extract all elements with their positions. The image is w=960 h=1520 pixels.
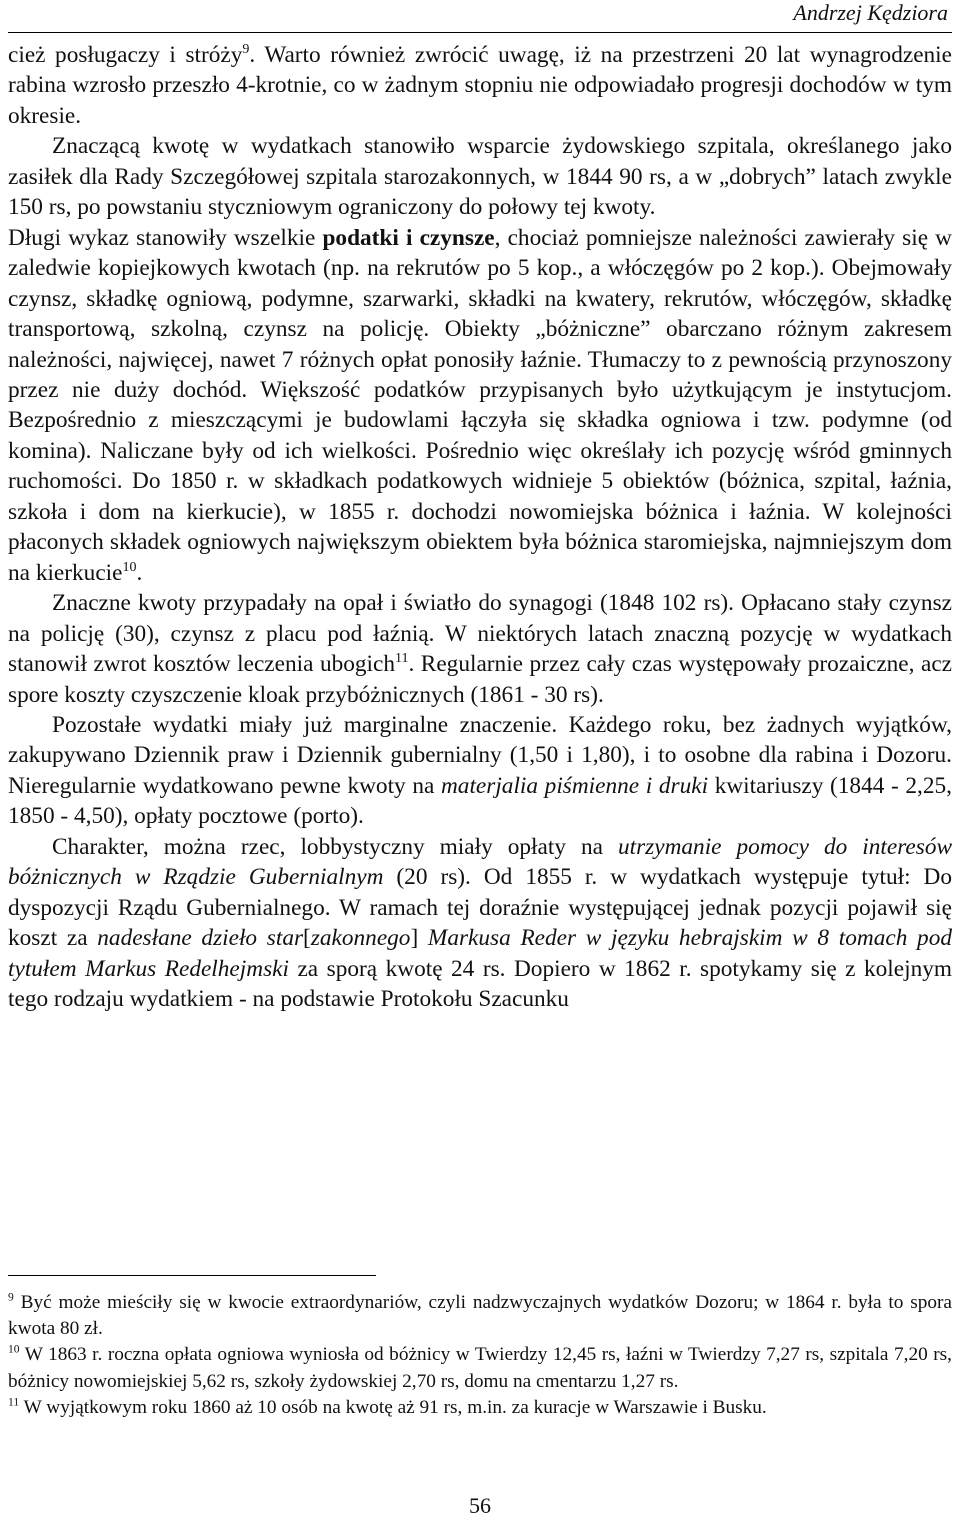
paragraph-5: Pozostałe wydatki miały już marginalne znaczenie. Każdego roku, bez żadnych wyjątków, zakupywano Dziennik praw i Dziennik gubernialny (1,50 i 1,80), i to osobne dla rabina i Dozoru. Nieregularnie wydatkowano pewne kwoty na materjalia piśmienne i druki kwitariuszy (1844 - 2,25, 1850 - 4,50), opłaty pocztowe (porto). (8, 711, 952, 830)
footnote-number: 11 (8, 1395, 20, 1409)
footnote-10: $^{10}$ W 1863 r. roczna opłata ogniowa wyniosła od bóżnicy w Twierdzy 12,45 rs, łaźni w Twierdzy 7,27 rs, szpitala 7,20 rs, bóżnicy nowomiejskiej 5,62 rs, szkoły żydowskiej 2,70 rs, domu na cmentarzu 1,27 rs. (8, 1342, 952, 1392)
italic-phrase: materjalia piśmienne i druki (440, 772, 709, 799)
running-head (8, 0, 952, 33)
footnote-separator (8, 1275, 376, 1276)
footnote-number: 10 (8, 1342, 20, 1356)
footnote-11: $^{11}$ W wyjątkowym roku 1860 aż 10 osób na kwotę aż 91 rs, m.in. za kuracje w Warszawie i Busku. (8, 1395, 767, 1418)
footnote-number: 9 (8, 1290, 14, 1304)
bold-phrase: podatki i czynsze (322, 224, 495, 251)
footnote-9: $^9$ Być może mieściły się w kwocie extraordynariów, czyli nadzwyczajnych wydatków Dozoru; w 1864 r. była to spora kwota 80 zł. (8, 1290, 952, 1340)
paragraph-2: Znaczącą kwotę w wydatkach stanowiło wsparcie żydowskiego szpitala, określanego jako zasiłek dla Rady Szczegółowej szpitala starozakonnych, w 1844 90 rs, a w „dobrych” latach zwykle 150 rs, po powstaniu styczniowym ograniczony do połowy tej kwoty. (8, 133, 952, 221)
footnote-ref-9[interactable]: 9 (242, 42, 250, 58)
paragraph-1: cież posługaczy i stróży$^9$. Warto również zwrócić uwagę, iż na przestrzeni 20 lat wynagrodzenie rabina wzrosło przeszło 4-krotnie, co w żadnym stopniu nie odpowiadało progresji dochodów w tym okresie. (8, 42, 952, 129)
paragraph-3: Długi wykaz stanowiły wszelkie podatki i czynsze, chociaż pomniejsze należności zawierały się w zaledwie kopiejkowych kwotach (np. na rekrutów po 5 kop., a włóczęgów po 2 kop.). Obejmowały czynsz, składkę ogniową, podymne, szarwarki, składki na kwatery, rekrutów, włóczęgów, składkę transportową, szkolną, czynsz na policję. Obiekty „bóżniczne” obarczano różnym zakresem należności, najwięcej, nawet 7 różnych opłat ponosiły łaźnie. Tłumaczy to z pewnością przynoszony przez nie duży dochód. Większość podatków przypisanych było użytkującym je instytucjom. Bezpośrednio z mieszczącymi je budowlami łączyła się składka ogniowa i tzw. podymne (od komina). Naliczane były od ich wielkości. Pośrednio więc określały ich pozycję wśród gminnych ruchomości. Do 1850 r. w składkach podatkowych widnieje 5 obiektów (bóżnica, szpital, łaźnia, szkoła i dom na kierkucie), w 1855 r. dochodzi nowomiejska bóżnica i łaźnia. W kolejności płaconych składek ogniowych największym obiektem była bóżnica staromiejska, najmniejszym dom na kierkucie$^{10}$. (8, 224, 952, 586)
body-text (8, 40, 952, 1015)
footnotes (8, 1290, 952, 1421)
footnote-ref-10[interactable]: 10 (122, 559, 137, 575)
footnote-ref-11[interactable]: 11 (395, 651, 409, 667)
paragraph-6: Charakter, można rzec, lobbystyczny miały opłaty na utrzymanie pomocy do interesów bóżnicznych w Rządzie Gubernialnym (20 rs). Od 1855 r. w wydatkach występuje tytuł: Do dyspozycji Rządu Gubernialnego. W ramach tej doraźnie występującej jednak pozycji pojawił się koszt za nadesłane dzieło star[zakonnego] Markusa Reder w języku hebrajskim w 8 tomach pod tytułem Markus Redelhejmski za sporą kwotę 24 rs. Dopiero w 1862 r. spotykamy się z kolejnym tego rodzaju wydatkiem - na podstawie Protokołu Szacunku (8, 833, 953, 1013)
paragraph-4: Znaczne kwoty przypadały na opał i światło do synagogi (1848 102 rs). Opłacano stały czynsz na policję (30), czynsz z placu pod łaźnią. W niektórych latach znaczną pozycję w wydatkach stanowił zwrot kosztów leczenia ubogich$^{11}$. Regularnie przez cały czas występowały prozaiczne, acz spore koszty czyszczenie kloak przybóżnicznych (1861 - 30 rs). (8, 590, 952, 708)
author-name: Andrzej Kędziora (793, 0, 948, 25)
page-number: 56 (469, 1493, 491, 1518)
